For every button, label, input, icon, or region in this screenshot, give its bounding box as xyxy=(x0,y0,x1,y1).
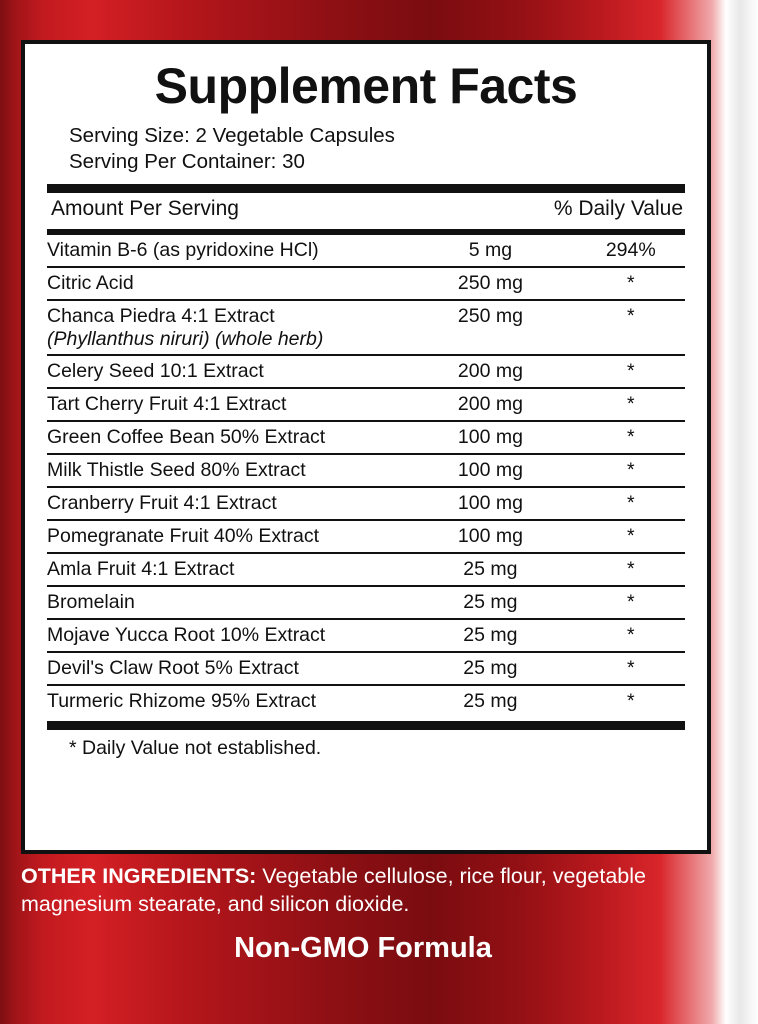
table-row xyxy=(47,388,685,421)
table-row xyxy=(47,267,685,300)
supplement-facts-content xyxy=(47,52,685,760)
ingredient-amount: 100 mg xyxy=(404,520,576,553)
ingredients-table xyxy=(47,235,685,717)
page-title: Supplement Facts xyxy=(154,58,578,114)
ingredient-name: Bromelain xyxy=(47,586,404,619)
ingredient-amount: 100 mg xyxy=(404,421,576,454)
ingredient-amount: 25 mg xyxy=(404,619,576,652)
ingredient-name: Citric Acid xyxy=(47,267,404,300)
ingredient-daily-value: * xyxy=(626,690,635,713)
table-row xyxy=(47,454,685,487)
ingredient-daily-value: * xyxy=(577,619,685,652)
serving-info xyxy=(47,123,685,175)
ingredient-daily-value: * xyxy=(577,421,685,454)
table-row xyxy=(47,553,685,586)
ingredient-name: Green Coffee Bean 50% Extract xyxy=(47,421,404,454)
amount-per-serving-header: Amount Per Serving xyxy=(51,196,239,220)
ingredient-name-main: Chanca Piedra 4:1 Extract xyxy=(47,304,275,327)
ingredient-amount: 250 mg xyxy=(404,267,576,300)
ingredient-daily-value: * xyxy=(577,355,685,388)
ingredient-amount: 200 mg xyxy=(404,388,576,421)
ingredient-daily-value: * xyxy=(577,652,685,685)
ingredient-name: Turmeric Rhizome 95% Extract xyxy=(47,690,317,713)
ingredient-name: Pomegranate Fruit 40% Extract xyxy=(47,520,404,553)
table-row xyxy=(47,520,685,553)
ingredient-name: Devil's Claw Root 5% Extract xyxy=(47,652,404,685)
non-gmo-claim: Non-GMO Formula xyxy=(234,932,492,964)
ingredient-name: Vitamin B-6 (as pyridoxine HCl) xyxy=(47,235,404,267)
ingredient-name: Amla Fruit 4:1 Extract xyxy=(47,553,404,586)
table-row xyxy=(47,355,685,388)
table-row xyxy=(47,487,685,520)
ingredient-amount: 25 mg xyxy=(404,586,576,619)
table-row xyxy=(47,586,685,619)
ingredient-daily-value: * xyxy=(577,586,685,619)
ingredient-daily-value: * xyxy=(577,487,685,520)
ingredient-amount: 25 mg xyxy=(404,553,576,586)
daily-value-header: % Daily Value xyxy=(553,196,683,220)
table-row xyxy=(47,421,685,454)
ingredient-amount: 100 mg xyxy=(404,454,576,487)
ingredient-name: Cranberry Fruit 4:1 Extract xyxy=(47,487,404,520)
ingredient-name: Tart Cherry Fruit 4:1 Extract xyxy=(47,388,404,421)
other-ingredients-heading: OTHER INGREDIENTS: xyxy=(21,864,257,888)
divider-thick-bottom xyxy=(47,721,685,730)
table-row xyxy=(47,619,685,652)
ingredient-daily-value: 294% xyxy=(577,235,685,267)
serving-per-container: Serving Per Container: 30 xyxy=(69,149,305,173)
ingredient-amount: 100 mg xyxy=(404,487,576,520)
table-row xyxy=(47,300,685,355)
table-row xyxy=(47,685,685,717)
table-row xyxy=(47,235,685,267)
ingredient-daily-value: * xyxy=(577,267,685,300)
ingredient-daily-value: * xyxy=(577,520,685,553)
serving-size: Serving Size: 2 Vegetable Capsules xyxy=(69,123,395,147)
ingredient-daily-value: * xyxy=(577,388,685,421)
ingredient-name-sub: (Phyllanthus niruri) (whole herb) xyxy=(47,327,324,350)
ingredient-amount: 250 mg xyxy=(404,300,576,355)
table-header-row xyxy=(47,193,685,225)
ingredient-daily-value: * xyxy=(577,553,685,586)
ingredient-name xyxy=(47,300,404,355)
ingredient-amount: 200 mg xyxy=(404,355,576,388)
ingredient-amount: 5 mg xyxy=(404,235,576,267)
divider-thick-top xyxy=(47,184,685,193)
ingredient-name: Milk Thistle Seed 80% Extract xyxy=(47,454,404,487)
daily-value-footnote: * Daily Value not established. xyxy=(69,737,322,760)
other-ingredients-text: Vegetable cellulose, rice flour, vegetable magnesium stearate, and silicon dioxide. xyxy=(21,864,646,917)
ingredient-daily-value: * xyxy=(577,300,685,355)
ingredient-name: Celery Seed 10:1 Extract xyxy=(47,355,404,388)
other-ingredients xyxy=(21,862,721,919)
ingredient-amount: 25 mg xyxy=(463,690,518,713)
supplement-facts-panel xyxy=(21,40,711,854)
ingredient-name: Mojave Yucca Root 10% Extract xyxy=(47,619,404,652)
ingredient-amount: 25 mg xyxy=(404,652,576,685)
ingredient-daily-value: * xyxy=(577,454,685,487)
table-row xyxy=(47,652,685,685)
